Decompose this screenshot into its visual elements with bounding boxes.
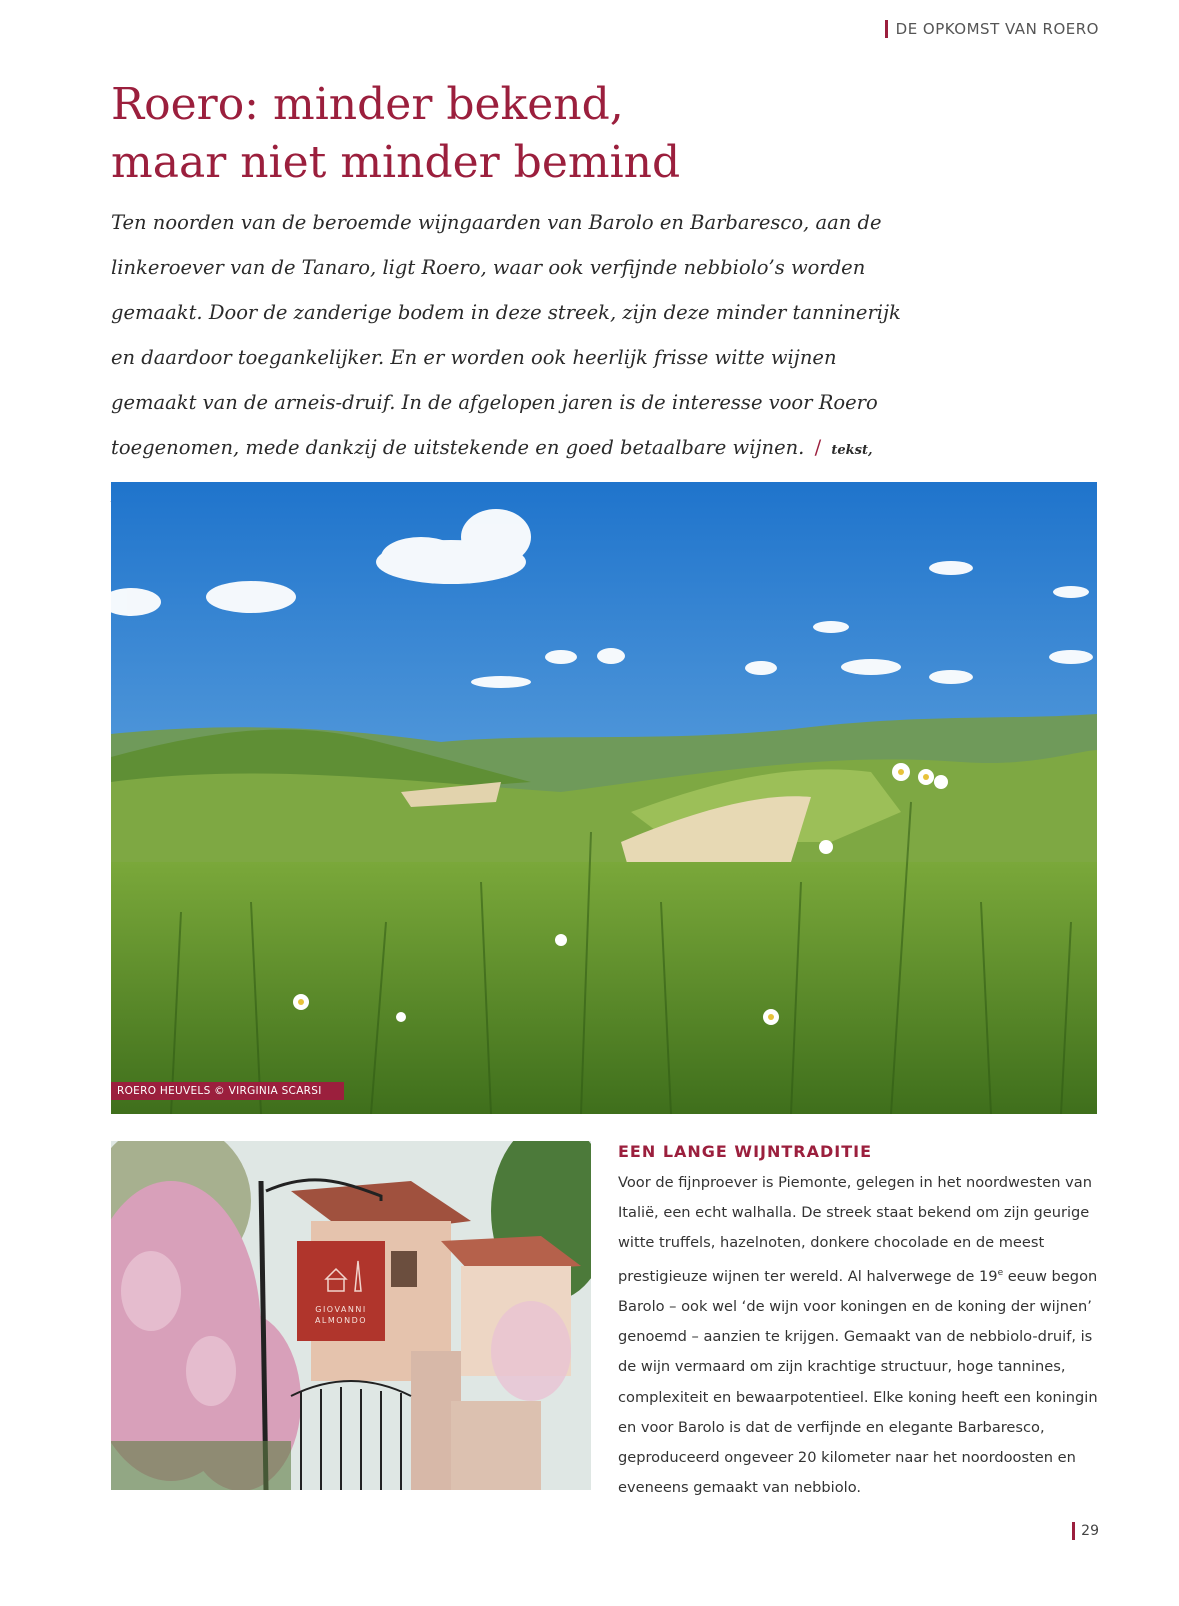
credit-separator: /	[814, 436, 822, 459]
body-text-part1: Voor de fijnproever is Piemonte, gelegen in het noordwesten van Italië, een echt walhalla. De streek staat bekend om zijn geurige witte truffels, hazelnoten, donkere chocolade en de meest prestigieuze wijnen ter wereld. Al halverwege de 19	[618, 1174, 1092, 1286]
article-title-line2: maar niet minder bemind	[111, 137, 681, 188]
hero-landscape-illustration	[111, 482, 1097, 1114]
article-intro	[111, 200, 911, 521]
body-text-part2: eeuw begon Barolo – ook wel ‘de wijn voor koningen en de koning der wijnen’ genoemd – aanzien te krijgen. Gemaakt van de nebbiolo-druif, is de wijn vermaard om zijn krachtige structuur, hoge tannines, complexiteit en bewaarpotentieel. Elke koning heeft een koningin en voor Barolo is dat de verfijnde en elegante Barbaresco, geproduceerd ongeveer 20 kilometer naar het noordoosten en eveneens gemaakt van nebbiolo.	[618, 1268, 1098, 1496]
article-title	[111, 76, 1091, 192]
article-title-line1: Roero: minder bekend,	[111, 79, 624, 130]
section-tag: DE OPKOMST VAN ROERO	[885, 20, 1099, 38]
winery-sign-illustration	[111, 1141, 591, 1490]
sign-text-line2: ALMONDO	[314, 1316, 368, 1325]
winery-sign-photo	[111, 1141, 591, 1490]
page-number: 29	[1072, 1522, 1099, 1540]
author-credit: tekst,	[831, 443, 873, 458]
sign-text-line1: GIOVANNI	[315, 1305, 367, 1314]
hero-photo	[111, 482, 1097, 1114]
body-superscript: e	[997, 1268, 1004, 1279]
intro-text: Ten noorden van de beroemde wijngaarden van Barolo en Barbaresco, aan de linkeroever van de Tanaro, ligt Roero, waar ook verfijnde nebbiolo’s worden gemaakt. Door de zanderige bodem in deze streek, zijn deze minder tanninerijk en daardoor toegankelijker. En er worden ook heerlijk frisse witte wijnen gemaakt van de arneis-druif. In de afgelopen jaren is de interesse voor Roero toegenomen, mede dankzij de uitstekende en goed betaalbare wijnen.	[111, 211, 901, 459]
section-subheading: EEN LANGE WIJNTRADITIE	[618, 1142, 873, 1161]
hero-caption: ROERO HEUVELS © VIRGINIA SCARSI	[111, 1082, 344, 1100]
body-paragraph	[618, 1168, 1104, 1503]
